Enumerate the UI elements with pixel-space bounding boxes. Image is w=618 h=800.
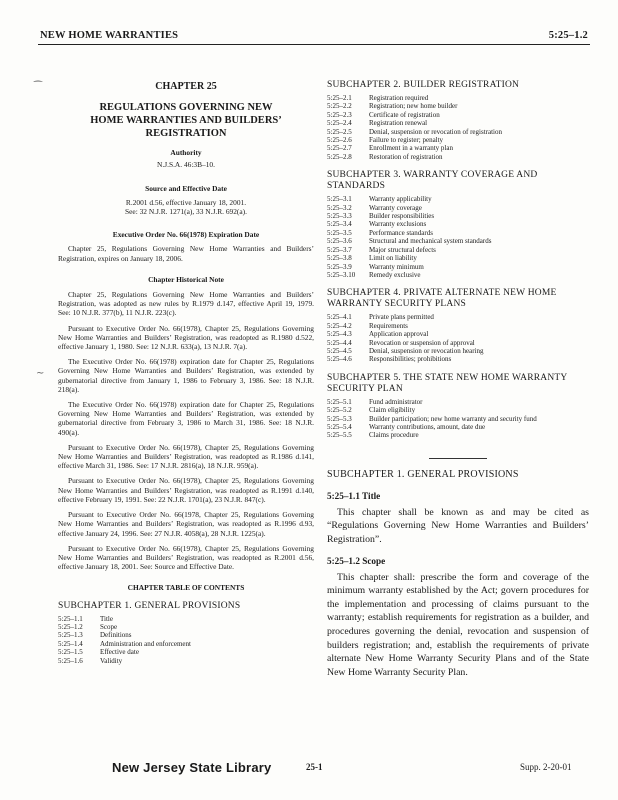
section-1-2-text: This chapter shall: prescribe the form and coverage of the minimum warranty established by the Act; govern procedures for the implementation and processing of claims pursuant to the warranty; establish requirements for registration as a builder, and procedures governing the denial, revocation and suspension of builders registration; and, establish the requirements of private alternate New Home Warranty Security Plans and of the State New Home Warranty Security Plan. [327,571,589,678]
toc-entry-title: Revocation or suspension of approval [369,338,475,347]
toc-entry-number: 5:25–4.3 [327,330,352,339]
toc-entry [327,406,589,414]
toc-entry [327,313,589,321]
toc-entry-number: 5:25–3.9 [327,262,352,271]
toc-entry-number: 5:25–1.6 [58,656,83,665]
toc-entry [327,415,589,423]
toc-entry-number: 5:25–3.2 [327,203,352,212]
toc-entry-title: Definitions [100,631,132,640]
section-1-1-heading: 5:25–1.1 Title [327,490,381,501]
toc-entry-title: Application approval [369,330,429,339]
toc-entry-number: 5:25–5.5 [327,431,352,440]
toc-entry [327,330,589,338]
history-paragraph: Pursuant to Executive Order No. 66(1978, Chapter 25, Regulations Governing New Home Warranties and Builders’ Registration, was readopted as R.1996 d.93, effective January 24, 1996. See: 27 N.J.R. 4058(a), 28 N.J.R. 1225(a). [58,510,314,538]
chapter-title: REGULATIONS GOVERNING NEW HOME WARRANTIES AND BUILDERS’ REGISTRATION [90,102,282,140]
toc-entry-title: Remedy exclusive [369,270,421,279]
library-stamp: New Jersey State Library [112,760,272,775]
authority-text: N.J.S.A. 46:3B–10. [157,160,215,170]
toc-entry [327,271,589,279]
section-1-2-heading: 5:25–1.2 Scope [327,555,386,566]
toc-entry [327,220,589,228]
toc-entry-title: Denial, suspension or revocation hearing [369,346,484,355]
chapter-number: CHAPTER 25 [155,81,217,92]
toc-entry-number: 5:25–4.2 [327,321,352,330]
source-line-2: See: 32 N.J.R. 1271(a), 33 N.J.R. 692(a). [125,207,247,217]
toc-entry-title: Claim eligibility [369,406,416,415]
margin-mark: ⁀ [34,82,43,93]
margin-mark: ∼ [36,368,45,379]
toc-subchapter-2-list [327,94,589,161]
toc-entry-title: Enrollment in a warranty plan [369,144,453,153]
toc-entry [327,119,589,127]
toc-entry [327,246,589,254]
toc-entry-title: Builder participation; new home warranty and security fund [369,414,537,423]
toc-entry [327,111,589,119]
toc-subchapter-3-list [327,195,589,279]
toc-entry [58,640,314,648]
source-line-1: R.2001 d.56, effective January 18, 2001. [125,197,247,207]
toc-entry-title: Registration required [369,94,429,102]
subchapter-1-heading: SUBCHAPTER 1. GENERAL PROVISIONS [327,468,519,480]
toc-entry-number: 5:25–3.7 [327,245,352,254]
toc-entry-title: Warranty exclusions [369,220,427,229]
toc-entry [327,431,589,439]
toc-entry-number: 5:25–1.1 [58,614,83,623]
toc-entry-title: Requirements [369,321,408,330]
toc-subchapter-1-list [58,615,314,665]
toc-entry [327,347,589,355]
running-header-section: 5:25–1.2 [548,30,588,41]
authority-heading: Authority [170,148,202,158]
toc-entry-number: 5:25–3.10 [327,270,356,279]
toc-entry-number: 5:25–4.1 [327,313,352,322]
toc-entry-title: Structural and mechanical system standards [369,237,492,246]
toc-entry [327,204,589,212]
toc-entry-title: Warranty minimum [369,262,424,271]
toc-entry [327,153,589,161]
toc-entry-title: Responsibilities; prohibitions [369,355,452,364]
toc-entry-number: 5:25–3.6 [327,237,352,246]
toc-entry [58,657,314,665]
toc-entry-title: Denial, suspension or revocation of registration [369,127,502,136]
toc-entry [327,355,589,363]
toc-entry-title: Private plans permitted [369,313,434,322]
toc-entry-number: 5:25–2.4 [327,119,352,128]
toc-entry [327,339,589,347]
toc-entry-title: Registration renewal [369,119,428,128]
toc-entry-number: 5:25–2.3 [327,110,352,119]
toc-subchapter-1-heading: SUBCHAPTER 1. GENERAL PROVISIONS [58,600,241,611]
toc-entry-number: 5:25–4.4 [327,338,352,347]
history-paragraph: Chapter 25, Regulations Governing New Home Warranties and Builders’ Registration, was adopted as new rules by R.1979 d.147, effective April 19, 1979. See: 10 N.J.R. 377(b), 11 N.J.R. 223(c). [58,290,314,318]
toc-entry-number: 5:25–2.5 [327,127,352,136]
toc-subchapter-5-heading: SUBCHAPTER 5. THE STATE NEW HOME WARRANTY SECURITY PLAN [327,372,568,394]
section-divider [429,458,487,459]
toc-heading: CHAPTER TABLE OF CONTENTS [127,583,245,593]
toc-entry-title: Warranty coverage [369,203,422,212]
toc-entry-number: 5:25–1.4 [58,639,83,648]
toc-entry [58,615,314,623]
toc-entry-title: Administration and enforcement [100,639,191,648]
section-1-1-text: This chapter shall be known as and may be cited as “Regulations Governing New Home Warranties and Builders’ Registration”. [327,506,589,545]
toc-entry-number: 5:25–2.6 [327,136,352,145]
toc-entry-number: 5:25–1.3 [58,631,83,640]
toc-entry [327,398,589,406]
toc-entry-number: 5:25–2.2 [327,102,352,111]
toc-entry-title: Limit on liability [369,254,417,263]
toc-entry-title: Registration; new home builder [369,102,458,111]
toc-entry-title: Builder responsibilities [369,212,435,221]
history-paragraph: Pursuant to Executive Order No. 66(1978), Chapter 25, Regulations Governing New Home Warranties and Builders’ Registration, was readopted as R.1991 d.140, effective February 19, 1991. See: 22 N.J.R. 1701(a), 23 N.J.R. 847(c). [58,476,314,504]
supplement-date: Supp. 2-20-01 [520,762,572,772]
toc-entry [327,102,589,110]
toc-entry [327,212,589,220]
history-heading: Chapter Historical Note [148,274,224,284]
toc-entry-title: Effective date [100,648,139,657]
history-paragraph: The Executive Order No. 66(1978) expiration date for Chapter 25, Regulations Governing New Home Warranties and Builders’ Registration, was extended by gubernatorial directive from February 3, 1986 to March 31, 1986. See: 18 N.J.R. 490(a). [58,400,314,437]
toc-entry-title: Validity [100,656,123,665]
toc-entry-title: Fund administrator [369,397,423,406]
toc-entry-title: Major structural defects [369,245,436,254]
toc-entry [327,263,589,271]
right-column [327,80,589,679]
history-paragraph: Pursuant to Executive Order No. 66(1978), Chapter 25, Regulations Governing New Home Warranties and Builders’ Registration, was readopted as R.2001 d.56, effective January 18, 2001. See: Source and Effective Date. [58,543,314,572]
eo-heading: Executive Order No. 66(1978) Expiration Date [112,230,260,240]
toc-entry [327,128,589,136]
toc-entry-title: Restoration of registration [369,152,443,161]
toc-entry-number: 5:25–3.8 [327,254,352,263]
toc-entry-number: 5:25–2.1 [327,94,352,102]
toc-subchapter-3-heading: SUBCHAPTER 3. WARRANTY COVERAGE AND STANDARDS [327,170,538,192]
toc-entry-title: Title [100,614,113,623]
toc-entry-number: 5:25–1.2 [58,622,83,631]
toc-entry [327,144,589,152]
toc-entry [327,237,589,245]
toc-entry [58,631,314,639]
toc-entry [327,229,589,237]
toc-entry-title: Performance standards [369,228,433,237]
toc-entry [58,623,314,631]
toc-entry-number: 5:25–4.6 [327,355,352,364]
toc-entry-number: 5:25–3.1 [327,195,352,204]
toc-subchapter-5-list [327,398,589,440]
toc-entry [327,136,589,144]
toc-subchapter-4-list [327,313,589,363]
toc-entry [327,94,589,102]
header-rule [38,44,590,45]
left-column [58,82,314,665]
toc-entry-title: Warranty contributions, amount, date due [369,422,486,431]
toc-entry [327,254,589,262]
toc-entry-number: 5:25–3.4 [327,220,352,229]
toc-subchapter-2-heading: SUBCHAPTER 2. BUILDER REGISTRATION [327,80,520,90]
toc-subchapter-4-heading: SUBCHAPTER 4. PRIVATE ALTERNATE NEW HOME WARRANTY SECURITY PLANS [327,288,557,310]
toc-entry-title: Certificate of registration [369,110,440,119]
history-paragraph: Pursuant to Executive Order No. 66(1978), Chapter 25, Regulations Governing New Home Warranties and Builders’ Registration, was readopted as R.1986 d.141, effective March 31, 1986. See: 17 N.J.R. 2816(a), 18 N.J.R. 959(a). [58,442,314,471]
toc-entry [327,195,589,203]
toc-entry [327,322,589,330]
toc-entry-number: 5:25–5.4 [327,422,352,431]
page-number: 25-1 [306,762,323,772]
toc-entry-title: Scope [100,622,118,631]
history-notes [58,290,314,571]
toc-entry-title: Claims procedure [369,431,419,440]
toc-entry-number: 5:25–2.8 [327,152,352,161]
source-heading: Source and Effective Date [145,183,227,193]
eo-text: Chapter 25, Regulations Governing New Home Warranties and Builders’ Registration, expires on January 18, 2006. [58,244,314,263]
toc-entry-number: 5:25–1.5 [58,648,83,657]
toc-entry-number: 5:25–3.3 [327,212,352,221]
toc-entry-number: 5:25–3.5 [327,228,352,237]
toc-entry [58,648,314,656]
toc-entry-number: 5:25–5.3 [327,414,352,423]
running-header-title: NEW HOME WARRANTIES [40,30,179,41]
toc-entry-title: Failure to register; penalty [369,136,444,145]
toc-entry-number: 5:25–5.2 [327,406,352,415]
history-paragraph: The Executive Order No. 66(1978) expiration date for Chapter 25, Regulations Governing New Home Warranties and Builders’ Registration, was extended by gubernatorial directive from January 1, 1986 to February 3, 1986. See: 18 N.J.R. 218(a). [58,357,314,394]
toc-entry-number: 5:25–4.5 [327,346,352,355]
toc-entry-number: 5:25–5.1 [327,397,352,406]
toc-entry-number: 5:25–2.7 [327,144,352,153]
toc-entry-title: Warranty applicability [369,195,432,204]
history-paragraph: Pursuant to Executive Order No. 66(1978), Chapter 25, Regulations Governing New Home Warranties and Builders’ Registration, was readopted as R.1980 d.522, effective January 1, 1980. See: 12 N.J.R. 633(a), 13 N.J.R. 7(a). [58,323,314,352]
toc-entry [327,423,589,431]
